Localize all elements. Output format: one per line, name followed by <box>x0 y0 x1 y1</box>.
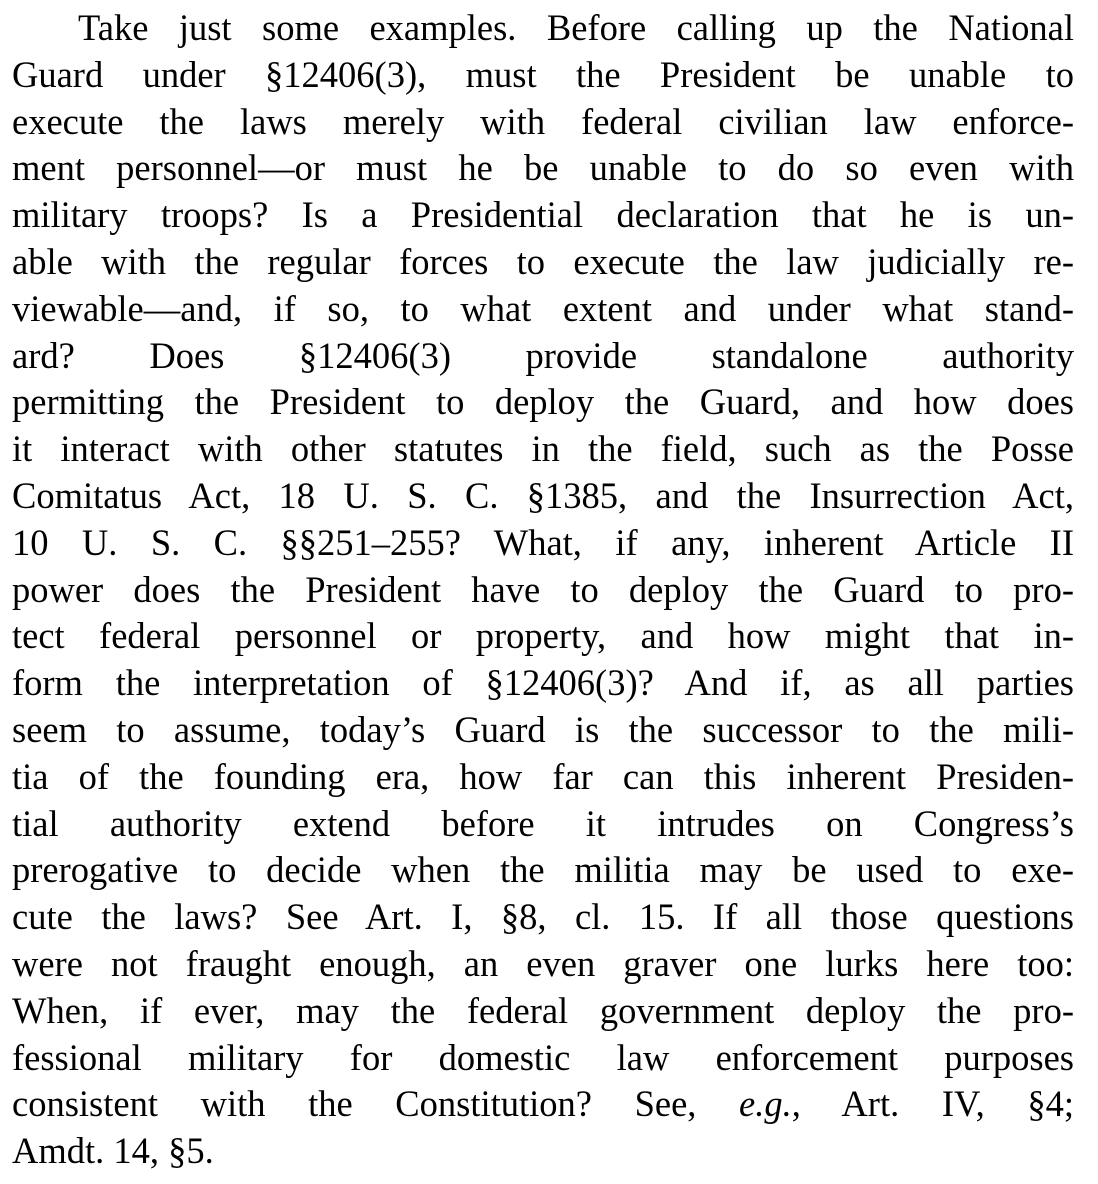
text-line: When, if ever, may the federal government deploy the pro- <box>12 989 1074 1031</box>
text-line: viewable—and, if so, to what extent and under what stand- <box>12 287 1074 329</box>
line-text-after-emphasis: , Art. IV, §4; <box>791 1083 1074 1125</box>
text-line: were not fraught enough, an even graver one lurks here too: <box>12 942 1074 984</box>
text-line: able with the regular forces to execute the law judicially re- <box>12 240 1074 282</box>
text-line: execute the laws merely with federal civilian law enforce- <box>12 100 1074 142</box>
text-line: tect federal personnel or property, and how might that in- <box>12 615 1074 657</box>
text-line: Amdt. 14, §5. <box>12 1130 214 1172</box>
text-line: tia of the founding era, how far can this inherent Presiden- <box>12 755 1074 797</box>
text-line: fessional military for domestic law enforcement purposes <box>12 1036 1074 1078</box>
line-text-before-emphasis: consistent with the Constitution? See, <box>12 1083 740 1125</box>
text-line: Take just some examples. Before calling up the National <box>78 7 1074 48</box>
text-line: prerogative to decide when the militia may be used to exe- <box>12 849 1074 891</box>
text-line: permitting the President to deploy the Guard, and how does <box>12 381 1074 423</box>
text-line <box>12 1081 1074 1128</box>
text-line: form the interpretation of §12406(3)? And if, as all parties <box>12 662 1074 704</box>
text-line: ment personnel—or must he be unable to do so even with <box>12 147 1074 189</box>
opinion-paragraph <box>12 5 1074 1175</box>
text-line: Comitatus Act, 18 U. S. C. §1385, and the Insurrection Act, <box>12 474 1074 516</box>
text-line: cute the laws? See Art. I, §8, cl. 15. If all those questions <box>12 896 1074 938</box>
text-line: it interact with other statutes in the field, such as the Posse <box>12 428 1074 470</box>
text-line: ard? Does §12406(3) provide standalone authority <box>12 334 1074 376</box>
text-line: 10 U. S. C. §§251–255? What, if any, inherent Article II <box>12 521 1074 563</box>
text-line: Guard under §12406(3), must the President be unable to <box>12 53 1074 95</box>
text-line: tial authority extend before it intrudes on Congress’s <box>12 802 1074 844</box>
emphasis-eg: e.g. <box>739 1083 792 1125</box>
text-line: power does the President have to deploy the Guard to pro- <box>12 568 1074 610</box>
text-line: military troops? Is a Presidential declaration that he is un- <box>12 194 1074 236</box>
text-line: seem to assume, today’s Guard is the successor to the mili- <box>12 708 1074 750</box>
